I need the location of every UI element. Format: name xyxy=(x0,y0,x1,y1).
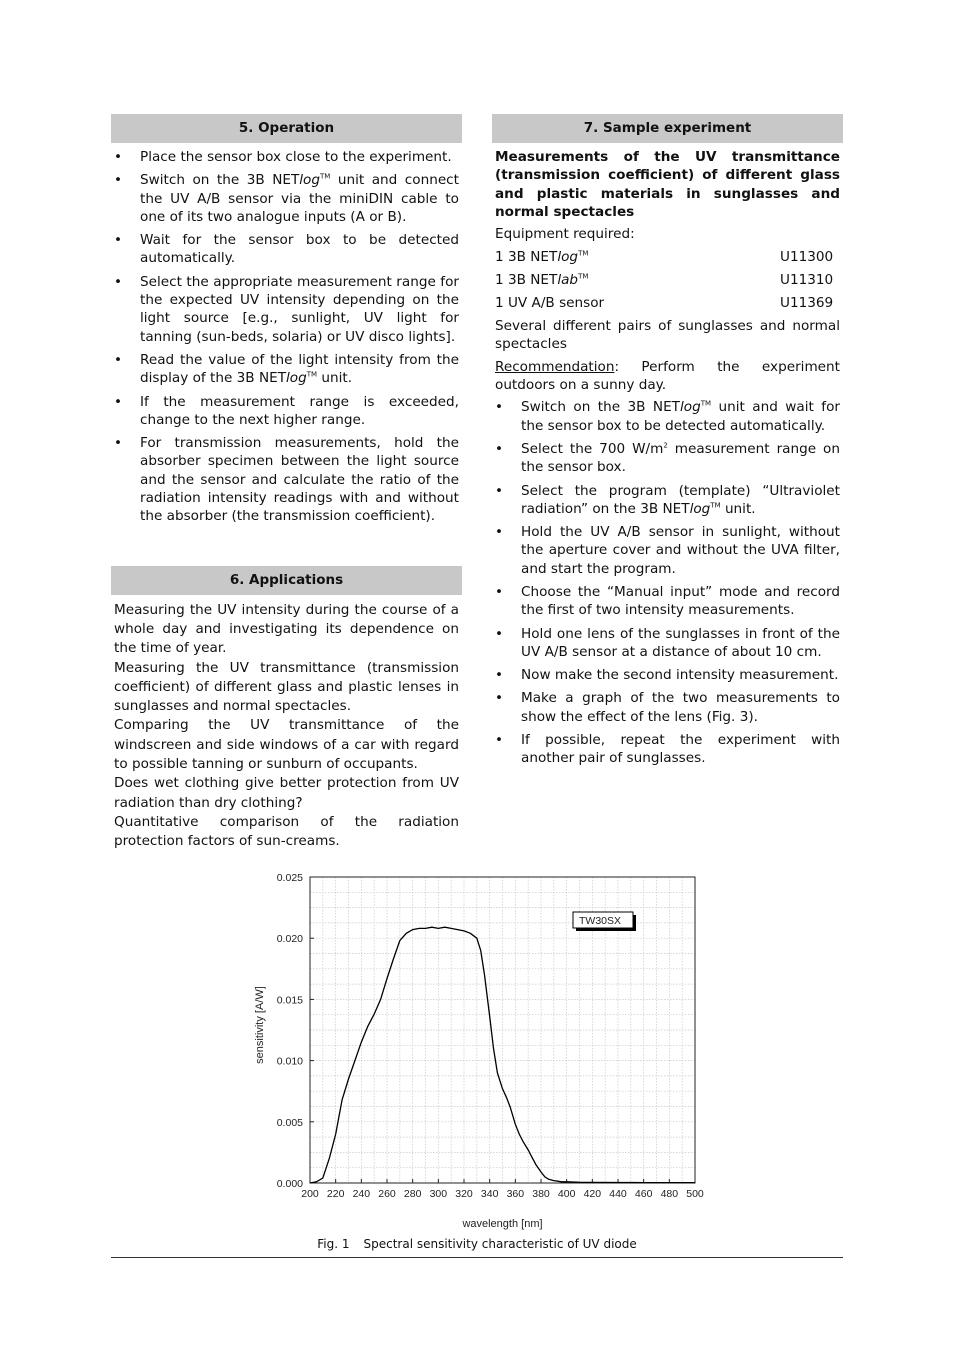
x-tick-label: 300 xyxy=(429,1188,448,1200)
x-tick-label: 260 xyxy=(378,1188,396,1200)
operation-heading: 5. Operation xyxy=(111,114,462,143)
equipment-code: U11300 xyxy=(780,249,834,266)
application-paragraph: Quantitative comparison of the radiation protection factors of sun-creams. xyxy=(114,813,459,850)
right-column xyxy=(492,114,843,773)
x-tick-label: 280 xyxy=(403,1188,422,1200)
applications-heading: 6. Applications xyxy=(111,566,462,595)
figure-caption xyxy=(0,1237,954,1251)
sensitivity-chart xyxy=(250,868,720,1230)
experiment-body xyxy=(492,148,843,768)
experiment-step: • Select the program (template) “Ultraviolet radiation” on the 3B NETlog™ unit. xyxy=(492,482,843,519)
y-axis-label: sensitivity [A/W] xyxy=(254,986,266,1064)
operation-list xyxy=(111,148,462,526)
experiment-title: Measurements of the UV transmittance (transmission coefficient) of different glass and plastic materials in sunglasses and normal spectacles xyxy=(495,149,840,220)
experiment-step: • Make a graph of the two measurements to show the effect of the lens (Fig. 3). xyxy=(492,689,843,726)
x-tick-label: 460 xyxy=(634,1188,653,1200)
left-column xyxy=(111,114,462,852)
operation-item: • Select the appropriate measurement range for the expected UV intensity depending on the light source [e.g., sunlight, UV light for tanning (sun-beds, solaria) or UV disco lights]. xyxy=(111,273,462,346)
experiment-steps xyxy=(492,398,843,767)
equipment-code: U11310 xyxy=(780,272,834,289)
legend-series-name: TW30SX xyxy=(579,915,622,927)
x-tick-label: 400 xyxy=(557,1188,576,1200)
chart-grid xyxy=(310,877,695,1183)
chart-ticks xyxy=(277,872,704,1200)
chart-legend xyxy=(573,912,636,931)
experiment-step: • Switch on the 3B NETlog™ unit and wait for the sensor box to be detected automatically. xyxy=(492,398,843,435)
recommendation-text: : Perform the experiment outdoors on a sunny day. xyxy=(495,358,840,394)
equipment-item: 1 3B NETlab™ xyxy=(495,272,589,289)
experiment-step: • Hold one lens of the sunglasses in front of the UV A/B sensor at a distance of about 10 cm. xyxy=(492,625,843,662)
operation-item: • If the measurement range is exceeded, change to the next higher range. xyxy=(111,393,462,430)
x-tick-label: 480 xyxy=(660,1188,679,1200)
application-paragraph: Does wet clothing give better protection from UV radiation than dry clothing? xyxy=(114,775,459,811)
equipment-list xyxy=(492,248,843,312)
bottom-rule xyxy=(111,1257,843,1258)
x-tick-label: 200 xyxy=(301,1188,319,1200)
y-tick-label: 0.000 xyxy=(276,1178,303,1190)
application-paragraph: Measuring the UV intensity during the course of a whole day and investigating its dependence on the time of year. xyxy=(114,601,459,657)
x-tick-label: 380 xyxy=(532,1188,550,1200)
x-tick-label: 440 xyxy=(609,1188,627,1200)
recommendation xyxy=(492,358,843,395)
operation-item: • Place the sensor box close to the experiment. xyxy=(111,148,462,166)
experiment-heading: 7. Sample experiment xyxy=(492,114,843,143)
equipment-row xyxy=(492,271,843,289)
x-tick-label: 360 xyxy=(506,1188,525,1200)
equipment-extra: Several different pairs of sunglasses and normal spectacles xyxy=(495,318,840,353)
y-tick-label: 0.020 xyxy=(276,933,303,946)
equipment-item: 1 3B NETlog™ xyxy=(495,249,589,266)
operation-item: • Switch on the 3B NETlog™ unit and connect the UV A/B sensor via the miniDIN cable to one of its two analogue inputs (A or B). xyxy=(111,171,462,226)
x-tick-label: 420 xyxy=(583,1188,602,1200)
y-tick-label: 0.005 xyxy=(276,1116,303,1129)
x-tick-label: 500 xyxy=(686,1188,704,1200)
experiment-step: • Now make the second intensity measurement. xyxy=(492,666,843,684)
experiment-step: • If possible, repeat the experiment with another pair of sunglasses. xyxy=(492,731,843,768)
applications-body xyxy=(111,601,462,852)
caption-text: Spectral sensitivity characteristic of UV diode xyxy=(363,1237,637,1251)
equipment-item: 1 UV A/B sensor xyxy=(495,295,605,312)
application-paragraph: Measuring the UV transmittance (transmission coefficient) of different glass and plastic lenses in sunglasses and normal spectacles. xyxy=(114,659,459,715)
caption-label: Fig. 1 xyxy=(317,1237,350,1251)
equipment-row xyxy=(492,248,843,266)
equipment-row xyxy=(492,294,843,312)
operation-item: • For transmission measurements, hold the absorber specimen between the light source and the sensor and calculate the ratio of the radiation intensity readings with and without the absorber (the transmission coefficient). xyxy=(111,434,462,525)
x-axis-label: wavelength [nm] xyxy=(462,1218,543,1230)
equipment-label: Equipment required: xyxy=(495,226,635,243)
y-tick-label: 0.010 xyxy=(276,1055,303,1068)
experiment-step: • Choose the “Manual input” mode and record the first of two intensity measurements. xyxy=(492,583,843,620)
experiment-step: • Hold the UV A/B sensor in sunlight, without the aperture cover and without the UVA filter, and start the program. xyxy=(492,523,843,578)
experiment-step: • Select the 700 $W/m^2$ measurement range on the sensor box. xyxy=(492,440,843,477)
application-paragraph: Comparing the UV transmittance of the windscreen and side windows of a car with regard to possible tanning or sunburn of occupants. xyxy=(114,717,459,773)
operation-item: • Read the value of the light intensity from the display of the 3B NETlog™ unit. xyxy=(111,351,462,388)
x-tick-label: 340 xyxy=(480,1188,499,1200)
x-tick-label: 220 xyxy=(326,1188,345,1200)
equipment-code: U11369 xyxy=(780,295,834,312)
y-tick-label: 0.025 xyxy=(276,872,303,884)
x-tick-label: 240 xyxy=(352,1188,371,1200)
y-tick-label: 0.015 xyxy=(276,994,303,1007)
x-tick-label: 320 xyxy=(455,1188,473,1200)
operation-item: • Wait for the sensor box to be detected automatically. xyxy=(111,231,462,268)
recommendation-label: Recommendation xyxy=(495,358,615,375)
